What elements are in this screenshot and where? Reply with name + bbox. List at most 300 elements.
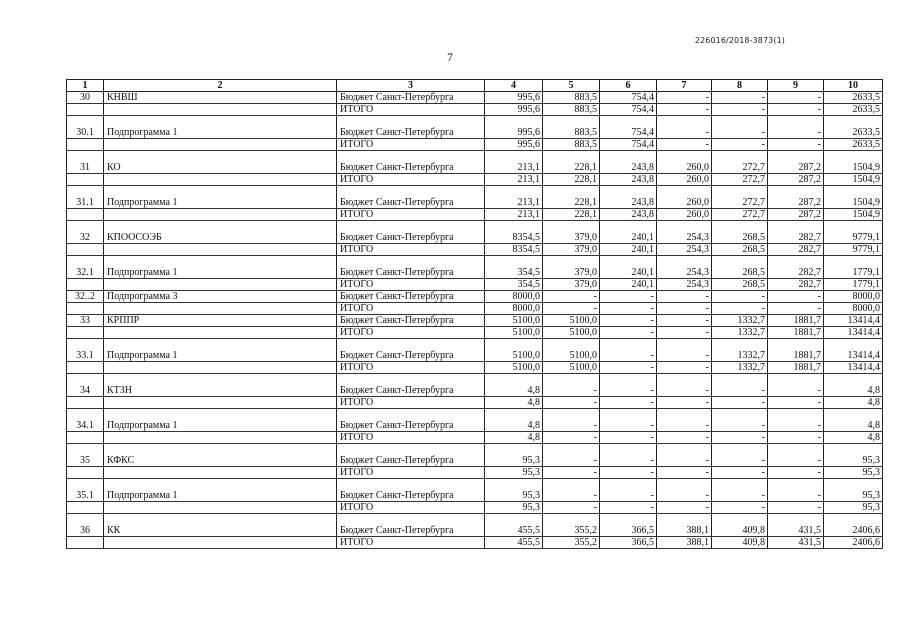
table-row-budget (67, 127, 883, 139)
row-number-cell: 30.1 (67, 127, 104, 139)
value-cell: - (657, 490, 712, 502)
value-cell: - (543, 303, 600, 315)
value-cell: - (712, 303, 768, 315)
value-cell: 2406,6 (824, 537, 883, 549)
table-row-total (67, 244, 883, 256)
value-cell: 243,8 (600, 209, 657, 221)
value-cell: 287,2 (768, 162, 824, 174)
value-cell: - (543, 420, 600, 432)
spacer-cell (67, 256, 104, 268)
spacer-cell (104, 221, 337, 233)
table-row-total (67, 537, 883, 549)
spacer-cell (337, 479, 485, 491)
value-cell: - (600, 420, 657, 432)
value-cell: 243,8 (600, 162, 657, 174)
spacer-cell (600, 374, 657, 386)
value-cell: 254,3 (657, 232, 712, 244)
spacer-cell (543, 186, 600, 198)
spacer-row (67, 151, 883, 163)
value-cell: - (657, 362, 712, 374)
spacer-cell (104, 256, 337, 268)
spacer-row (67, 221, 883, 233)
value-cell: - (657, 303, 712, 315)
spacer-cell (600, 186, 657, 198)
row-name-cell: Подпрограмма 1 (104, 490, 337, 502)
source-cell: ИТОГО (337, 209, 485, 221)
spacer-cell (824, 151, 883, 163)
row-name-cell (104, 209, 337, 221)
row-number-cell: 31.1 (67, 197, 104, 209)
value-cell: - (657, 350, 712, 362)
spacer-cell (712, 479, 768, 491)
spacer-cell (824, 116, 883, 128)
row-name-cell: Подпрограмма 1 (104, 350, 337, 362)
spacer-cell (824, 444, 883, 456)
value-cell: - (768, 291, 824, 303)
column-header: 1 (67, 80, 104, 92)
spacer-cell (104, 409, 337, 421)
row-name-cell: КРППР (104, 315, 337, 327)
value-cell: - (712, 490, 768, 502)
row-name-cell (104, 279, 337, 291)
value-cell: 4,8 (824, 432, 883, 444)
spacer-cell (67, 186, 104, 198)
row-number-cell: 32 (67, 232, 104, 244)
value-cell: - (712, 502, 768, 514)
value-cell: 354,5 (485, 267, 543, 279)
table-row-budget (67, 92, 883, 104)
value-cell: 1881,7 (768, 327, 824, 339)
spacer-cell (543, 256, 600, 268)
row-number-cell: 33.1 (67, 350, 104, 362)
spacer-cell (485, 116, 543, 128)
spacer-cell (485, 256, 543, 268)
spacer-cell (824, 374, 883, 386)
row-number-cell (67, 537, 104, 549)
table-row-total (67, 139, 883, 151)
value-cell: 272,7 (712, 209, 768, 221)
value-cell: - (600, 432, 657, 444)
table-row-budget (67, 267, 883, 279)
spacer-cell (485, 444, 543, 456)
value-cell: 254,3 (657, 279, 712, 291)
table-row-total (67, 174, 883, 186)
value-cell: 272,7 (712, 174, 768, 186)
value-cell: 13414,4 (824, 362, 883, 374)
value-cell: 8354,5 (485, 244, 543, 256)
spacer-cell (657, 339, 712, 351)
spacer-cell (543, 339, 600, 351)
spacer-cell (485, 339, 543, 351)
spacer-cell (712, 256, 768, 268)
value-cell: 1779,1 (824, 279, 883, 291)
value-cell: - (543, 467, 600, 479)
spacer-cell (712, 116, 768, 128)
value-cell: 388,1 (657, 537, 712, 549)
row-name-cell (104, 303, 337, 315)
value-cell: 2633,5 (824, 127, 883, 139)
value-cell: 95,3 (824, 502, 883, 514)
value-cell: 409,8 (712, 537, 768, 549)
row-name-cell: КО (104, 162, 337, 174)
column-header: 4 (485, 80, 543, 92)
value-cell: - (600, 490, 657, 502)
value-cell: 228,1 (543, 209, 600, 221)
table-row-total (67, 209, 883, 221)
row-number-cell: 36 (67, 525, 104, 537)
value-cell: - (768, 455, 824, 467)
spacer-row (67, 374, 883, 386)
table-row-total (67, 104, 883, 116)
table-row-total (67, 502, 883, 514)
value-cell: 282,7 (768, 244, 824, 256)
value-cell: 4,8 (824, 420, 883, 432)
document-number: 226016/2018-3873(1) (694, 36, 785, 45)
spacer-cell (104, 339, 337, 351)
spacer-cell (337, 151, 485, 163)
value-cell: - (543, 490, 600, 502)
value-cell: 379,0 (543, 279, 600, 291)
table-row-budget (67, 490, 883, 502)
source-cell: ИТОГО (337, 537, 485, 549)
spacer-row (67, 116, 883, 128)
value-cell: 4,8 (824, 397, 883, 409)
spacer-cell (543, 116, 600, 128)
spacer-cell (543, 514, 600, 526)
value-cell: 9779,1 (824, 232, 883, 244)
spacer-cell (712, 444, 768, 456)
value-cell: 254,3 (657, 244, 712, 256)
value-cell: 1504,9 (824, 174, 883, 186)
row-name-cell: Подпрограмма 1 (104, 420, 337, 432)
value-cell: - (543, 397, 600, 409)
spacer-cell (485, 479, 543, 491)
value-cell: 282,7 (768, 267, 824, 279)
row-name-cell: Подпрограмма 3 (104, 291, 337, 303)
value-cell: 282,7 (768, 279, 824, 291)
value-cell: 354,5 (485, 279, 543, 291)
value-cell: 1332,7 (712, 350, 768, 362)
spacer-cell (104, 116, 337, 128)
value-cell: 8354,5 (485, 232, 543, 244)
value-cell: 213,1 (485, 174, 543, 186)
value-cell: 13414,4 (824, 315, 883, 327)
row-name-cell: Подпрограмма 1 (104, 127, 337, 139)
spacer-cell (104, 374, 337, 386)
spacer-cell (337, 256, 485, 268)
value-cell: - (657, 502, 712, 514)
value-cell: 254,3 (657, 267, 712, 279)
column-header: 5 (543, 80, 600, 92)
value-cell: - (657, 315, 712, 327)
source-cell: Бюджет Санкт-Петербурга (337, 267, 485, 279)
value-cell: - (657, 467, 712, 479)
spacer-cell (67, 514, 104, 526)
column-header: 2 (104, 80, 337, 92)
spacer-cell (768, 339, 824, 351)
source-cell: Бюджет Санкт-Петербурга (337, 92, 485, 104)
spacer-cell (600, 479, 657, 491)
value-cell: - (768, 127, 824, 139)
value-cell: 5100,0 (485, 315, 543, 327)
spacer-cell (485, 186, 543, 198)
value-cell: 287,2 (768, 197, 824, 209)
table-row-total (67, 279, 883, 291)
spacer-cell (657, 374, 712, 386)
value-cell: - (712, 455, 768, 467)
spacer-cell (67, 409, 104, 421)
value-cell: 1504,9 (824, 162, 883, 174)
spacer-cell (543, 479, 600, 491)
row-name-cell: КНВШ (104, 92, 337, 104)
spacer-cell (543, 409, 600, 421)
value-cell: 995,6 (485, 127, 543, 139)
value-cell: 431,5 (768, 537, 824, 549)
value-cell: 5100,0 (543, 350, 600, 362)
value-cell: 95,3 (824, 455, 883, 467)
value-cell: - (712, 127, 768, 139)
value-cell: 5100,0 (485, 362, 543, 374)
value-cell: 366,5 (600, 525, 657, 537)
spacer-cell (768, 514, 824, 526)
value-cell: 4,8 (485, 420, 543, 432)
value-cell: 228,1 (543, 197, 600, 209)
spacer-cell (768, 444, 824, 456)
value-cell: - (768, 420, 824, 432)
column-header: 6 (600, 80, 657, 92)
row-name-cell (104, 432, 337, 444)
spacer-cell (712, 151, 768, 163)
value-cell: - (600, 502, 657, 514)
spacer-cell (657, 151, 712, 163)
spacer-cell (768, 151, 824, 163)
value-cell: - (768, 92, 824, 104)
row-number-cell (67, 209, 104, 221)
value-cell: - (657, 420, 712, 432)
row-number-cell (67, 174, 104, 186)
spacer-cell (600, 514, 657, 526)
source-cell: Бюджет Санкт-Петербурга (337, 490, 485, 502)
spacer-cell (337, 116, 485, 128)
spacer-cell (67, 151, 104, 163)
value-cell: 1881,7 (768, 315, 824, 327)
spacer-cell (600, 221, 657, 233)
value-cell: - (768, 432, 824, 444)
row-number-cell (67, 467, 104, 479)
value-cell: - (712, 291, 768, 303)
value-cell: 379,0 (543, 244, 600, 256)
spacer-cell (824, 256, 883, 268)
page-number: 7 (447, 50, 453, 64)
spacer-cell (337, 221, 485, 233)
spacer-cell (104, 514, 337, 526)
spacer-cell (824, 479, 883, 491)
value-cell: 260,0 (657, 209, 712, 221)
value-cell: 95,3 (485, 455, 543, 467)
row-name-cell: КПООСОЭБ (104, 232, 337, 244)
spacer-cell (67, 479, 104, 491)
value-cell: 1881,7 (768, 350, 824, 362)
value-cell: 1332,7 (712, 327, 768, 339)
value-cell: 95,3 (485, 467, 543, 479)
spacer-cell (824, 409, 883, 421)
table-row-total (67, 303, 883, 315)
value-cell: - (712, 467, 768, 479)
table-row-budget (67, 455, 883, 467)
value-cell: - (600, 327, 657, 339)
value-cell: 240,1 (600, 244, 657, 256)
value-cell: 240,1 (600, 279, 657, 291)
table-row-total (67, 432, 883, 444)
spacer-cell (337, 339, 485, 351)
value-cell: 260,0 (657, 197, 712, 209)
source-cell: ИТОГО (337, 303, 485, 315)
value-cell: 2633,5 (824, 92, 883, 104)
row-name-cell (104, 174, 337, 186)
source-cell: ИТОГО (337, 174, 485, 186)
value-cell: 8000,0 (824, 291, 883, 303)
row-number-cell (67, 432, 104, 444)
row-number-cell (67, 303, 104, 315)
value-cell: - (768, 502, 824, 514)
spacer-cell (67, 444, 104, 456)
spacer-cell (600, 256, 657, 268)
value-cell: 240,1 (600, 232, 657, 244)
spacer-cell (600, 151, 657, 163)
spacer-cell (712, 409, 768, 421)
spacer-cell (337, 444, 485, 456)
row-number-cell: 35.1 (67, 490, 104, 502)
value-cell: - (657, 397, 712, 409)
spacer-cell (768, 409, 824, 421)
source-cell: ИТОГО (337, 139, 485, 151)
value-cell: 754,4 (600, 104, 657, 116)
value-cell: 379,0 (543, 267, 600, 279)
value-cell: 213,1 (485, 162, 543, 174)
value-cell: 1332,7 (712, 362, 768, 374)
value-cell: - (600, 315, 657, 327)
value-cell: 287,2 (768, 174, 824, 186)
row-number-cell: 34 (67, 385, 104, 397)
row-name-cell: КФКС (104, 455, 337, 467)
value-cell: 260,0 (657, 162, 712, 174)
value-cell: - (657, 104, 712, 116)
value-cell: - (657, 291, 712, 303)
row-name-cell: КТЗН (104, 385, 337, 397)
value-cell: - (543, 291, 600, 303)
column-header: 10 (824, 80, 883, 92)
spacer-cell (600, 409, 657, 421)
row-name-cell (104, 139, 337, 151)
spacer-cell (768, 116, 824, 128)
spacer-cell (67, 116, 104, 128)
source-cell: ИТОГО (337, 104, 485, 116)
row-number-cell: 30 (67, 92, 104, 104)
row-name-cell (104, 397, 337, 409)
table-row-budget (67, 525, 883, 537)
column-header: 7 (657, 80, 712, 92)
value-cell: 240,1 (600, 267, 657, 279)
table-row-total (67, 397, 883, 409)
value-cell: 268,5 (712, 244, 768, 256)
spacer-cell (824, 514, 883, 526)
value-cell: 13414,4 (824, 350, 883, 362)
value-cell: - (600, 362, 657, 374)
spacer-row (67, 409, 883, 421)
value-cell: 260,0 (657, 174, 712, 186)
spacer-row (67, 479, 883, 491)
column-header: 8 (712, 80, 768, 92)
value-cell: 4,8 (485, 385, 543, 397)
spacer-cell (485, 514, 543, 526)
value-cell: 228,1 (543, 174, 600, 186)
value-cell: - (543, 432, 600, 444)
table-row-total (67, 327, 883, 339)
source-cell: ИТОГО (337, 244, 485, 256)
value-cell: - (768, 490, 824, 502)
value-cell: 1332,7 (712, 315, 768, 327)
spacer-cell (768, 221, 824, 233)
value-cell: - (600, 385, 657, 397)
value-cell: 13414,4 (824, 327, 883, 339)
value-cell: - (768, 139, 824, 151)
spacer-cell (104, 444, 337, 456)
spacer-cell (600, 444, 657, 456)
source-cell: Бюджет Санкт-Петербурга (337, 197, 485, 209)
value-cell: - (600, 291, 657, 303)
value-cell: - (600, 455, 657, 467)
spacer-cell (337, 409, 485, 421)
spacer-cell (67, 374, 104, 386)
value-cell: 213,1 (485, 209, 543, 221)
table-row-budget (67, 162, 883, 174)
spacer-cell (824, 186, 883, 198)
value-cell: 5100,0 (543, 315, 600, 327)
table-row-total (67, 467, 883, 479)
source-cell: Бюджет Санкт-Петербурга (337, 315, 485, 327)
source-cell: ИТОГО (337, 397, 485, 409)
row-number-cell (67, 139, 104, 151)
value-cell: - (768, 467, 824, 479)
value-cell: 4,8 (485, 397, 543, 409)
value-cell: 243,8 (600, 174, 657, 186)
value-cell: 243,8 (600, 197, 657, 209)
table-body (67, 92, 883, 549)
value-cell: 4,8 (485, 432, 543, 444)
value-cell: 355,2 (543, 525, 600, 537)
spacer-cell (824, 221, 883, 233)
spacer-cell (712, 221, 768, 233)
spacer-cell (657, 221, 712, 233)
table-row-budget (67, 420, 883, 432)
value-cell: 5100,0 (543, 327, 600, 339)
table-row-budget (67, 232, 883, 244)
source-cell: ИТОГО (337, 279, 485, 291)
source-cell: Бюджет Санкт-Петербурга (337, 162, 485, 174)
value-cell: - (657, 385, 712, 397)
spacer-cell (600, 339, 657, 351)
row-number-cell: 35 (67, 455, 104, 467)
spacer-cell (485, 374, 543, 386)
spacer-cell (657, 479, 712, 491)
value-cell: 883,5 (543, 127, 600, 139)
spacer-cell (337, 186, 485, 198)
source-cell: ИТОГО (337, 327, 485, 339)
source-cell: Бюджет Санкт-Петербурга (337, 385, 485, 397)
spacer-cell (824, 339, 883, 351)
value-cell: - (600, 397, 657, 409)
value-cell: 883,5 (543, 92, 600, 104)
